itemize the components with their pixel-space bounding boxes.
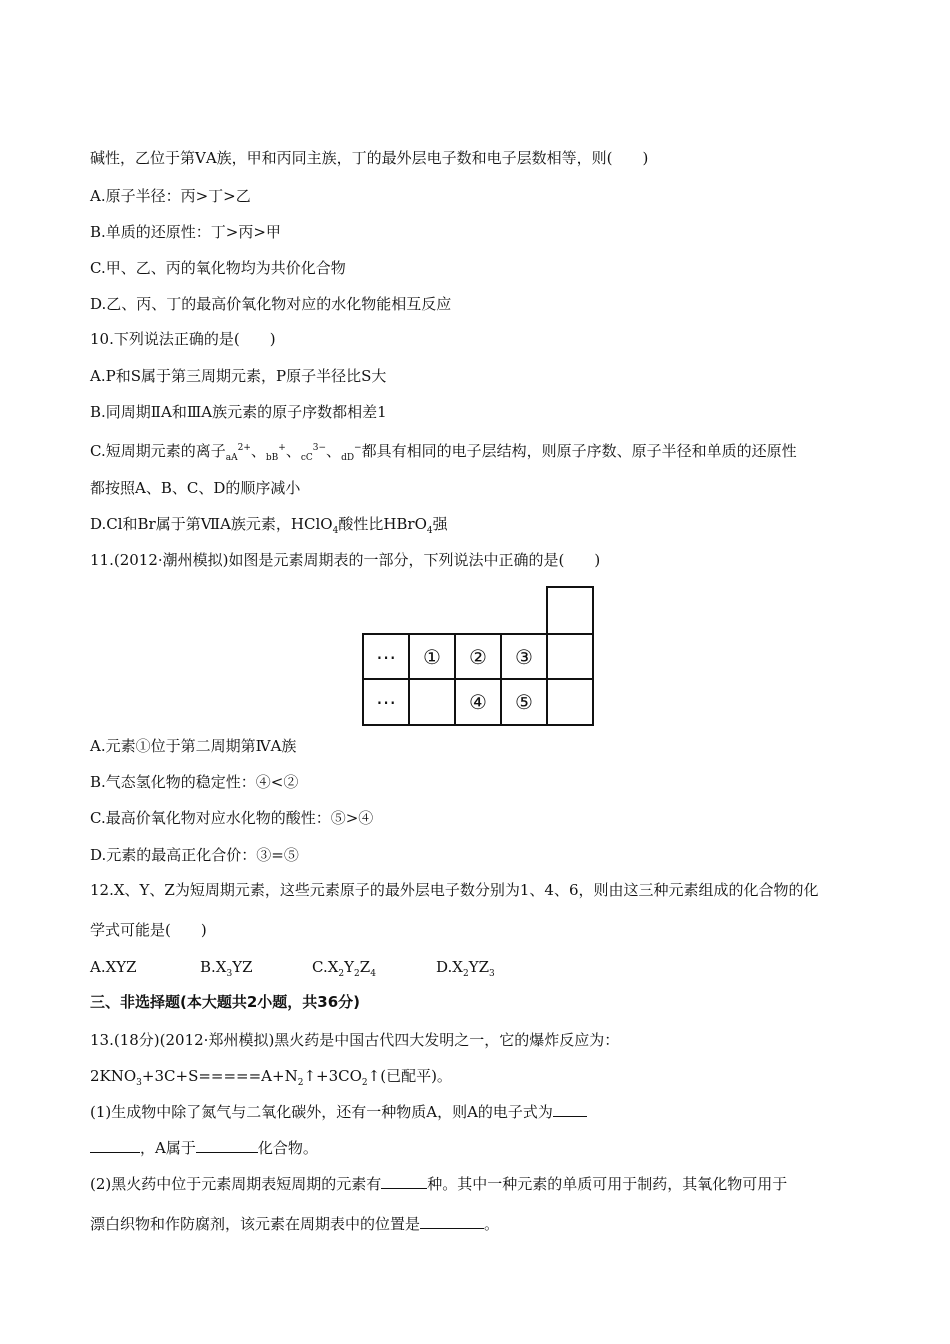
q12-option-b-sub: 3 — [226, 969, 233, 979]
answer-blank-1-cont[interactable] — [90, 1138, 140, 1153]
q9-option-c: C.甲、乙、丙的氧化物均为共价化合物 — [90, 259, 346, 277]
q12-stem: 12.X、Y、Z为短周期元素，这些元素原子的最外层电子数分别为1、4、6，则由这三种元素组成的化合物的化 — [90, 881, 819, 899]
equation-sub2: 2 — [297, 1078, 304, 1088]
q9-stem-continuation: 碱性，乙位于第ⅤA族，甲和丙同主族，丁的最外层电子数和电子层数相等，则( ) — [90, 149, 649, 167]
q10-option-d-sub1: 4 — [332, 526, 339, 536]
q13-part1-text3: 化合物。 — [257, 1139, 318, 1157]
equation-part1: 2KNO — [90, 1067, 137, 1085]
q12-option-c-sub2: 2 — [354, 969, 360, 979]
q12-stem-continuation: 学式可能是( ) — [90, 921, 207, 939]
ion-b-label: bB — [265, 453, 279, 463]
q12-option-a: A.XYZ — [90, 958, 137, 976]
table-top-cell — [546, 586, 594, 635]
q12-option-d — [436, 957, 495, 984]
table-cell-r2c2 — [408, 678, 456, 726]
q12-option-b-text: B.X — [200, 958, 227, 976]
q11-option-c: C.最高价氧化物对应水化物的酸性：⑤>④ — [90, 809, 374, 827]
q10-option-d-sub2: 4 — [426, 526, 433, 536]
q12-option-b — [200, 957, 253, 984]
q12-option-d-text: D.X — [436, 958, 463, 976]
q13-part2-text2: 种。其中一种元素的单质可用于制药，其氧化物可用于 — [427, 1175, 788, 1193]
table-cell-r1c4: ③ — [500, 633, 548, 680]
equation-sub1: 3 — [136, 1078, 142, 1088]
answer-blank-2[interactable] — [196, 1138, 258, 1153]
q10-option-d-tail: 强 — [432, 515, 448, 533]
q10-option-c: C.短周期元素的离子$_{aA}^{2+}$、$_{bB}$+、$_{cC}^{3-}$、$_{dD}$−都具有相同的电子层结构，则原子序数、原子半径和单质的还原性 — [90, 442, 797, 463]
q13-part2-text4: 。 — [484, 1215, 500, 1233]
ion-d-label: dD — [341, 453, 355, 463]
q12-option-b-text2: YZ — [232, 958, 253, 976]
table-cell-r1c2: ① — [408, 633, 456, 680]
equation-part3: ↑+3CO — [303, 1067, 362, 1085]
q13-part2-text: (2)黑火药中位于元素周期表短周期的元素有 — [90, 1175, 382, 1193]
equation-sub3: 2 — [361, 1078, 368, 1088]
q12-option-c — [312, 957, 376, 984]
q11-option-d: D.元素的最高正化合价：③=⑤ — [90, 846, 299, 864]
q13-part1-text2: ，A属于 — [140, 1139, 196, 1157]
q13-stem: 13.(18分)(2012·郑州模拟)黑火药是中国古代四大发明之一，它的爆炸反应为： — [90, 1031, 620, 1049]
q12-option-d-sub2: 3 — [489, 969, 495, 979]
answer-blank-3[interactable] — [381, 1174, 427, 1189]
q10-option-a: A.P和S属于第三周期元素，P原子半径比S大 — [90, 367, 387, 385]
ion-c-charge: 3− — [312, 443, 327, 453]
table-cell-r2c1: ⋯ — [362, 678, 410, 726]
q10-option-c-lead: C.短周期元素的离子 — [90, 442, 226, 460]
q12-option-c-text: C.X — [312, 958, 339, 976]
q12-option-c-z: Z — [359, 958, 371, 976]
q13-part1 — [90, 1102, 587, 1122]
equation-part4: ↑(已配平)。 — [367, 1067, 452, 1085]
q9-option-a: A.原子半径：丙>丁>乙 — [90, 187, 251, 205]
q10-option-d-mid: 酸性比HBrO — [338, 515, 427, 533]
q10-option-d — [90, 514, 448, 541]
ion-b-charge: + — [278, 443, 286, 453]
answer-blank-1[interactable] — [553, 1102, 587, 1117]
q11-stem: 11.(2012·潮州模拟)如图是元素周期表的一部分，下列说法中正确的是( ) — [90, 551, 601, 569]
answer-blank-4[interactable] — [420, 1214, 484, 1229]
q13-part2-text3: 漂白织物和作防腐剂，该元素在周期表中的位置是 — [90, 1215, 421, 1233]
table-cell-r1c5 — [546, 633, 594, 680]
equation-part2: +3C+S=====A+N — [141, 1067, 298, 1085]
q11-option-b: B.气态氢化物的稳定性：④<② — [90, 773, 299, 791]
table-cell-r2c4: ⑤ — [500, 678, 548, 726]
q11-option-a: A.元素①位于第二周期第ⅣA族 — [90, 737, 297, 755]
q10-option-c-tail: 都具有相同的电子层结构，则原子序数、原子半径和单质的还原性 — [361, 442, 797, 460]
q13-part2 — [90, 1174, 787, 1194]
q13-part2-continuation — [90, 1214, 499, 1234]
table-cell-r2c5 — [546, 678, 594, 726]
q10-option-b: B.同周期ⅡA和ⅢA族元素的原子序数都相差1 — [90, 403, 387, 421]
ion-c-label: cC — [300, 453, 313, 463]
ion-a-label: aA — [225, 453, 238, 463]
q13-part1-text: (1)生成物中除了氮气与二氧化碳外，还有一种物质A，则A的电子式为 — [90, 1103, 553, 1121]
ion-d-charge: − — [354, 443, 362, 453]
q9-option-d: D.乙、丙、丁的最高价氧化物对应的水化物能相互反应 — [90, 295, 452, 313]
table-cell-r1c1: ⋯ — [362, 633, 410, 680]
reaction-equation — [90, 1066, 452, 1093]
q10-stem: 10.下列说法正确的是( ) — [90, 330, 276, 348]
table-cell-r1c3: ② — [454, 633, 502, 680]
q10-option-c-continuation: 都按照A、B、C、D的顺序减小 — [90, 479, 301, 497]
q12-option-c-y: Y — [344, 958, 355, 976]
q12-option-d-yz: YZ — [468, 958, 490, 976]
table-cell-r2c3: ④ — [454, 678, 502, 726]
q13-part1-continuation — [90, 1138, 318, 1158]
q10-option-d-lead: D.Cl和Br属于第ⅦA族元素，HClO — [90, 515, 333, 533]
q9-option-b: B.单质的还原性：丁>丙>甲 — [90, 223, 281, 241]
section-heading: 三、非选择题(本大题共2小题，共36分) — [90, 993, 361, 1011]
q12-option-c-sub3: 4 — [370, 969, 376, 979]
ion-a-charge: 2+ — [237, 443, 251, 453]
q12-option-c-sub1: 2 — [338, 969, 345, 979]
q12-option-d-sub1: 2 — [462, 969, 469, 979]
